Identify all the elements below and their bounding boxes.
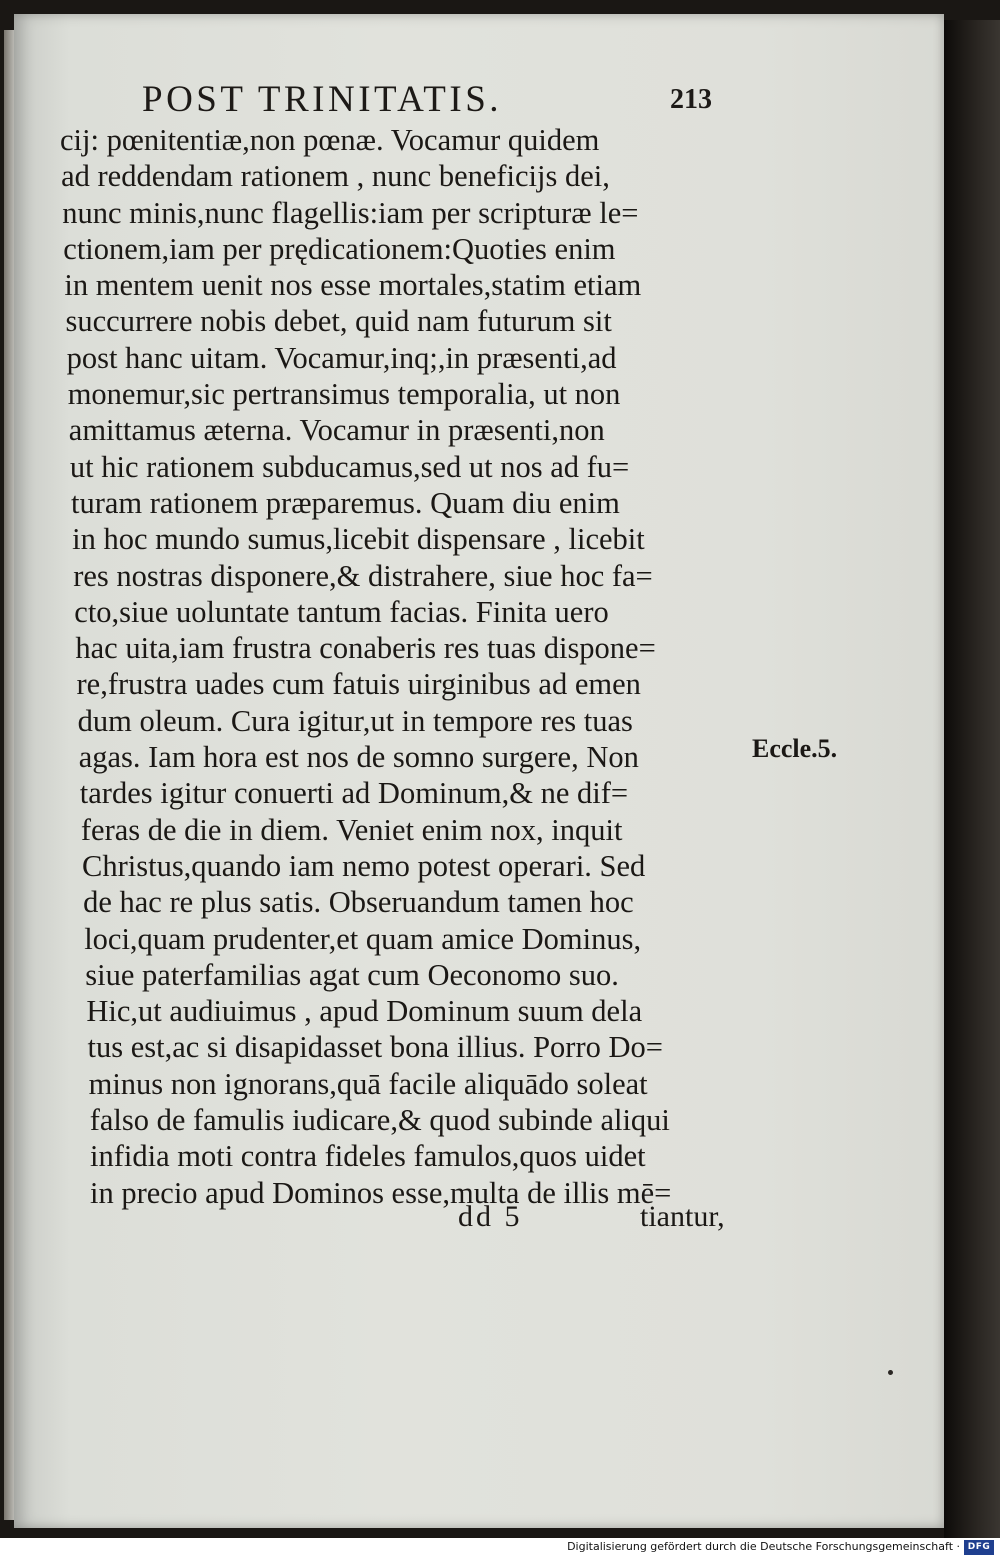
text-line: in precio apud Dominos esse,multa de illis mē=: [90, 1175, 672, 1210]
text-line: siue paterfamilias agat cum Oeconomo suo.: [85, 957, 619, 992]
text-line: post hanc uitam. Vocamur,inq;,in præsenti,ad: [66, 340, 617, 375]
text-line: feras de die in diem. Veniet enim nox, inquit: [80, 812, 623, 847]
text-line: minus non ignorans,quā facile aliquādo soleat: [88, 1066, 648, 1101]
catchword: tiantur,: [640, 1200, 725, 1233]
text-line: tus est,ac si disapidasset bona illius. Porro Do=: [87, 1030, 663, 1065]
page-edge-left: [4, 30, 14, 1520]
text-line: cij: pœnitentiæ,non pœnæ. Vocamur quidem: [60, 123, 600, 157]
text-line: Hic,ut audiuimus , apud Dominum suum dela: [86, 994, 643, 1029]
credit-text: Digitalisierung gefördert durch die Deutsche Forschungsgemeinschaft ·: [567, 1540, 960, 1553]
running-title: POST TRINITATIS.: [142, 79, 503, 120]
text-line: tardes igitur conuerti ad Dominum,& ne dif=: [79, 776, 629, 811]
text-line: hac uita,iam frustra conaberis res tuas dispone=: [75, 631, 656, 666]
text-line: dum oleum. Cura igitur,ut in tempore res tuas: [77, 703, 633, 738]
text-line: de hac re plus satis. Obseruandum tamen hoc: [83, 885, 634, 920]
text-line: cto,siue uoluntate tantum facias. Finita uero: [74, 594, 609, 629]
text-line: in mentem uenit nos esse mortales,statim etiam: [64, 268, 642, 303]
text-line: falso de famulis iudicare,& quod subinde aliqui: [89, 1103, 670, 1138]
dfg-logo: DFG: [964, 1540, 994, 1555]
text-line: ad reddendam rationem , nunc beneficijs dei,: [61, 159, 610, 194]
paper-speck: [888, 1370, 893, 1375]
text-line: res nostras disponere,& distrahere, siue hoc fa=: [73, 558, 653, 593]
text-line: loci,quam prudenter,et quam amice Dominus,: [84, 921, 642, 956]
text-line: agas. Iam hora est nos de somno surgere, Non: [78, 740, 639, 775]
marginal-note: Eccle.5.: [752, 734, 838, 763]
text-line: monemur,sic pertransimus temporalia, ut non: [67, 377, 621, 412]
credit-bar: [0, 1538, 1000, 1558]
text-line: succurrere nobis debet, quid nam futurum sit: [65, 304, 612, 339]
text-line: ut hic rationem subducamus,sed ut nos ad fu=: [69, 449, 630, 484]
text-line: in hoc mundo sumus,licebit dispensare , licebit: [72, 522, 645, 557]
page-number: 213: [670, 84, 712, 115]
text-line: Christus,quando iam nemo potest operari. Sed: [82, 848, 646, 883]
book-page: [14, 14, 944, 1528]
text-line: infidia moti contra fideles famulos,quos uidet: [90, 1139, 646, 1174]
page-edge-right: [944, 20, 1000, 1538]
text-line: amittamus æterna. Vocamur in præsenti,non: [68, 413, 605, 448]
signature-mark: dd 5: [458, 1200, 523, 1233]
text-line: turam rationem præparemus. Quam diu enim: [71, 485, 620, 520]
text-line: nunc minis,nunc flagellis:iam per scripturæ le=: [62, 195, 639, 230]
text-line: re,frustra uades cum fatuis uirginibus ad emen: [76, 667, 641, 702]
text-line: ctionem,iam per prędicationem:Quoties enim: [63, 231, 616, 266]
body-text: [60, 122, 740, 1211]
page-header: [142, 78, 742, 128]
